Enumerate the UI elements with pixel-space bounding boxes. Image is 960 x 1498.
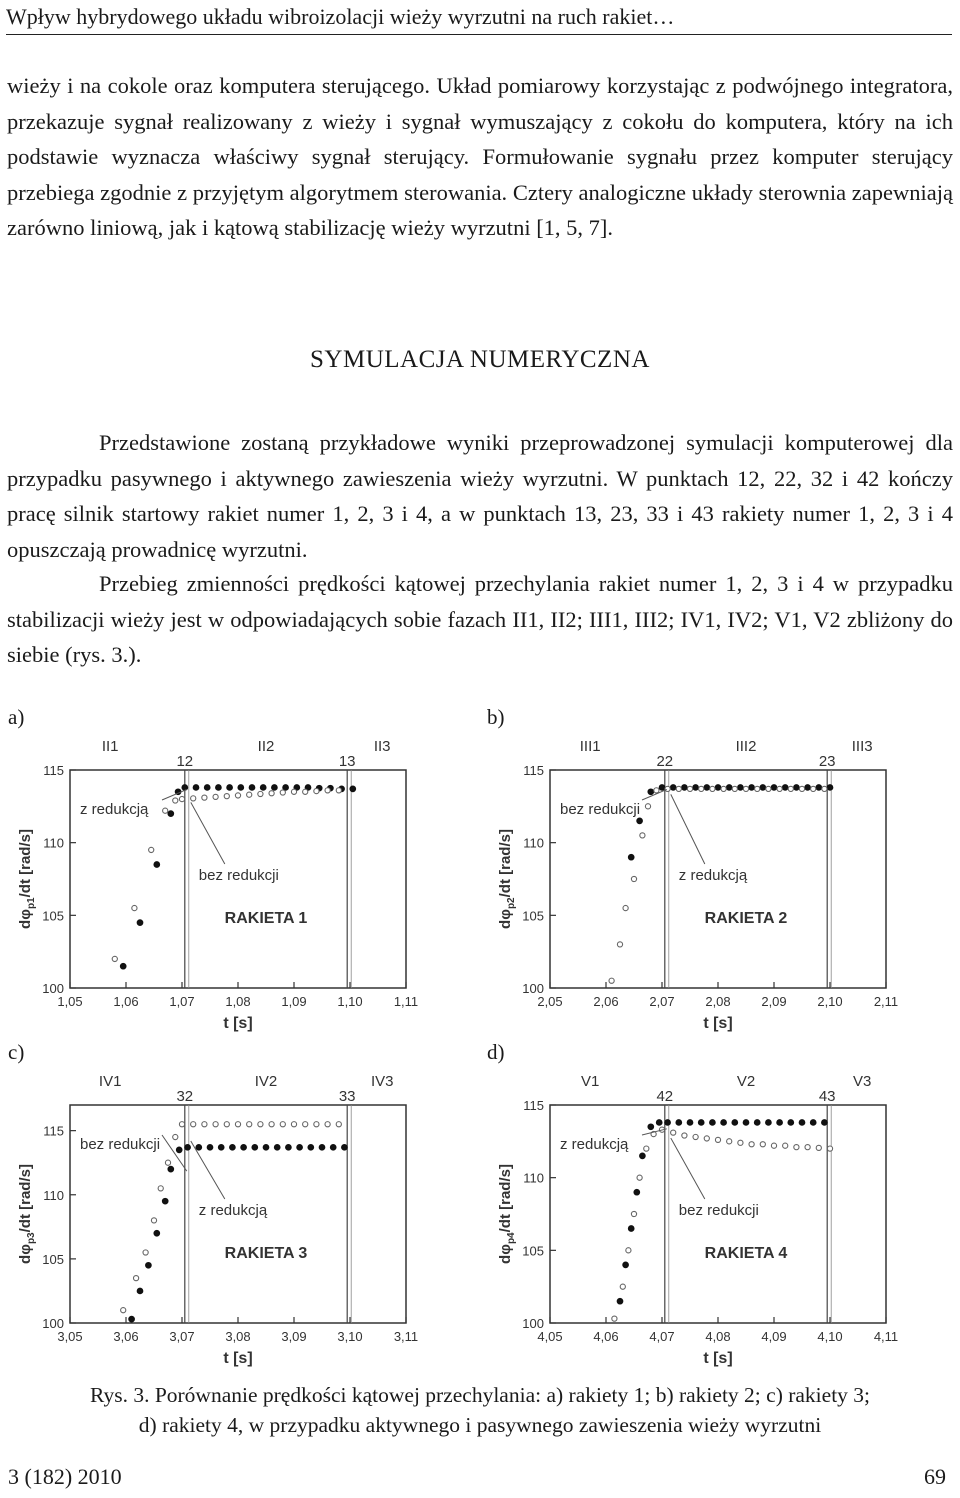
x-axis-label: t [s] <box>703 1350 733 1367</box>
data-point-z-redukcja <box>207 1145 213 1151</box>
phase-label: II2 <box>257 738 275 755</box>
figure-caption-line-2: d) rakiety 4, w przypadku aktywnego i pasywnego zawieszenia wieży wyrzutni <box>138 1413 822 1437</box>
data-point-bez-redukcji <box>280 790 285 795</box>
x-tick-label: 1,09 <box>281 994 307 1009</box>
data-point-bez-redukcji <box>151 1218 156 1223</box>
data-point-bez-redukcji <box>682 1133 687 1138</box>
panel-label-c: c) <box>8 1040 25 1064</box>
data-point-bez-redukcji <box>640 833 645 838</box>
chart-svg-c <box>0 1060 470 1380</box>
y-tick-label: 110 <box>43 1187 64 1203</box>
y-tick-label: 115 <box>43 1123 64 1139</box>
x-tick-label: 2,10 <box>817 994 843 1009</box>
data-point-bez-redukcji <box>617 942 622 947</box>
footer-page-number: 69 <box>924 1464 946 1489</box>
data-point-bez-redukcji <box>710 786 715 791</box>
data-point-bez-redukcji <box>133 1276 138 1281</box>
data-point-z-redukcja <box>238 785 244 791</box>
x-tick-label: 3,09 <box>281 1329 307 1344</box>
data-point-bez-redukcji <box>149 847 154 852</box>
data-point-bez-redukcji <box>213 794 218 799</box>
x-tick-label: 3,06 <box>113 1329 139 1344</box>
x-tick-label: 1,11 <box>393 994 419 1009</box>
x-tick-label: 3,05 <box>57 1329 83 1344</box>
data-point-bez-redukcji <box>325 1122 330 1127</box>
data-point-bez-redukcji <box>794 1145 799 1150</box>
phase-label: V1 <box>581 1073 600 1090</box>
data-point-z-redukcja <box>693 785 699 791</box>
data-point-z-redukcja <box>227 785 233 791</box>
data-point-z-redukcja <box>308 1145 314 1151</box>
data-point-z-redukcja <box>319 1145 325 1151</box>
data-point-bez-redukcji <box>163 808 168 813</box>
x-axis-label: t [s] <box>703 1015 733 1032</box>
chart-rakieta-3 <box>0 1060 470 1380</box>
data-point-z-redukcja <box>749 785 755 791</box>
y-axis-label-main: dφ <box>497 909 514 929</box>
data-point-z-redukcja <box>283 785 289 791</box>
data-point-bez-redukcji <box>179 1122 184 1127</box>
data-point-bez-redukcji <box>623 905 628 910</box>
y-tick-label: 100 <box>42 981 64 996</box>
data-point-z-redukcja <box>241 1145 247 1151</box>
data-point-bez-redukcji <box>258 791 263 796</box>
data-point-z-redukcja <box>704 785 710 791</box>
data-point-z-redukcja <box>810 1120 816 1126</box>
data-point-bez-redukcji <box>269 1122 274 1127</box>
phase-label: IV2 <box>254 1073 278 1090</box>
x-tick-label: 2,09 <box>761 994 787 1009</box>
y-tick-label: 110 <box>523 835 544 851</box>
data-point-z-redukcja <box>623 1262 629 1268</box>
data-point-bez-redukcji <box>654 788 659 793</box>
y-axis-label-subscript: p2 <box>506 897 517 910</box>
data-point-z-redukcja <box>687 1120 693 1126</box>
annotation-lower: bez redukcji <box>678 1202 759 1219</box>
data-point-z-redukcja <box>738 785 744 791</box>
data-point-z-redukcja <box>715 785 721 791</box>
x-tick-label: 3,07 <box>169 1329 195 1344</box>
data-point-bez-redukcji <box>704 1136 709 1141</box>
data-point-bez-redukcji <box>235 1122 240 1127</box>
y-axis-label-unit: /dt [rad/s] <box>497 829 514 898</box>
data-point-bez-redukcji <box>258 1122 263 1127</box>
data-point-bez-redukcji <box>827 1146 832 1151</box>
data-point-bez-redukcji <box>766 786 771 791</box>
annotation-lower: bez redukcji <box>198 867 279 884</box>
y-tick-label: 100 <box>522 1316 544 1331</box>
phase-label: II1 <box>101 738 119 755</box>
y-tick-label: 115 <box>523 1098 544 1113</box>
data-point-z-redukcja <box>721 1120 727 1126</box>
data-point-bez-redukcji <box>631 876 636 881</box>
x-tick-label: 3,10 <box>337 1329 363 1344</box>
x-tick-label: 2,07 <box>649 994 675 1009</box>
y-axis-label-unit: /dt [rad/s] <box>17 1164 34 1233</box>
x-tick-label: 2,08 <box>705 994 731 1009</box>
data-point-bez-redukcji <box>777 786 782 791</box>
data-point-z-redukcja <box>350 786 356 792</box>
annotation-upper: z redukcją <box>80 801 149 818</box>
y-axis-label-main: dφ <box>17 909 34 929</box>
data-point-bez-redukcji <box>291 789 296 794</box>
data-point-z-redukcja <box>648 1124 654 1130</box>
data-point-bez-redukcji <box>325 788 330 793</box>
data-point-z-redukcja <box>766 1120 772 1126</box>
data-point-bez-redukcji <box>822 786 827 791</box>
data-point-z-redukcja <box>230 1145 236 1151</box>
data-point-bez-redukcji <box>143 1250 148 1255</box>
data-point-bez-redukcji <box>191 1122 196 1127</box>
data-point-z-redukcja <box>154 862 160 868</box>
rocket-label: RAKIETA 3 <box>224 1245 308 1262</box>
data-point-z-redukcja <box>676 1120 682 1126</box>
data-point-bez-redukcji <box>760 1142 765 1147</box>
data-point-z-redukcja <box>216 785 222 791</box>
data-point-z-redukcja <box>330 1145 336 1151</box>
data-point-z-redukcja <box>274 1145 280 1151</box>
data-point-z-redukcja <box>168 811 174 817</box>
x-tick-label: 4,11 <box>873 1329 899 1344</box>
y-axis-label-main: dφ <box>497 1244 514 1264</box>
data-point-z-redukcja <box>777 1120 783 1126</box>
data-point-z-redukcja <box>788 1120 794 1126</box>
x-axis-label: t [s] <box>223 1350 253 1367</box>
y-tick-label: 105 <box>42 908 64 924</box>
chart-rakieta-1 <box>0 725 470 1045</box>
data-point-bez-redukcji <box>749 1142 754 1147</box>
data-point-z-redukcja <box>656 1120 662 1126</box>
data-point-z-redukcja <box>154 1230 160 1236</box>
data-point-z-redukcja <box>726 785 732 791</box>
annotation-upper: z redukcją <box>560 1136 629 1153</box>
event-point-label: 22 <box>656 753 674 770</box>
y-axis-label <box>17 829 37 929</box>
x-tick-label: 4,09 <box>761 1329 787 1344</box>
y-tick-label: 115 <box>43 763 64 778</box>
data-point-z-redukcja <box>710 1120 716 1126</box>
data-point-bez-redukcji <box>158 1186 163 1191</box>
x-tick-label: 1,08 <box>225 994 251 1009</box>
data-point-z-redukcja <box>665 1120 671 1126</box>
data-point-bez-redukcji <box>202 1122 207 1127</box>
data-point-z-redukcja <box>670 785 676 791</box>
data-point-bez-redukcji <box>314 1122 319 1127</box>
rocket-label: RAKIETA 1 <box>224 910 308 927</box>
data-point-bez-redukcji <box>644 1146 649 1151</box>
data-point-bez-redukcji <box>732 786 737 791</box>
data-point-z-redukcja <box>263 1145 269 1151</box>
phase-label: III3 <box>851 738 873 755</box>
data-point-bez-redukcji <box>173 798 178 803</box>
data-point-bez-redukcji <box>788 786 793 791</box>
x-tick-label: 1,10 <box>337 994 363 1009</box>
data-point-bez-redukcji <box>637 1175 642 1180</box>
data-point-z-redukcja <box>799 1120 805 1126</box>
data-point-bez-redukcji <box>665 786 670 791</box>
y-tick-label: 110 <box>523 1170 544 1186</box>
x-tick-label: 2,05 <box>537 994 563 1009</box>
event-point-label: 23 <box>818 753 836 770</box>
data-point-bez-redukcji <box>816 1145 821 1150</box>
data-point-bez-redukcji <box>805 1145 810 1150</box>
data-point-z-redukcja <box>617 1298 623 1304</box>
y-tick-label: 105 <box>522 908 544 924</box>
phase-label: II3 <box>373 738 391 755</box>
paragraph-phase-comparison: Przebieg zmienności prędkości kątowej przechylania rakiet numer 1, 2, 3 i 4 w przypadku stabilizacji wieży jest w odpowiadających sobie fazach II1, II2; III1, III2; IV1, IV2; V1, V2 zbliżony do siebie (rys. 3.). <box>7 571 953 667</box>
data-point-z-redukcja <box>743 1120 749 1126</box>
data-point-bez-redukcji <box>645 804 650 809</box>
data-point-z-redukcja <box>342 1145 348 1151</box>
data-point-bez-redukcji <box>799 786 804 791</box>
data-point-z-redukcja <box>129 1316 135 1322</box>
data-point-bez-redukcji <box>626 1248 631 1253</box>
event-point-label: 12 <box>176 753 194 770</box>
data-point-z-redukcja <box>196 1145 202 1151</box>
x-tick-label: 4,07 <box>649 1329 675 1344</box>
y-axis-label <box>497 1164 517 1264</box>
data-point-bez-redukcji <box>247 792 252 797</box>
data-point-bez-redukcji <box>247 1122 252 1127</box>
data-point-bez-redukcji <box>314 788 319 793</box>
data-point-bez-redukcji <box>620 1284 625 1289</box>
y-tick-label: 100 <box>522 981 544 996</box>
data-point-z-redukcja <box>634 1189 640 1195</box>
data-point-bez-redukcji <box>202 795 207 800</box>
data-point-bez-redukcji <box>224 794 229 799</box>
data-point-z-redukcja <box>120 963 126 969</box>
y-tick-label: 110 <box>43 835 64 851</box>
phase-label: III2 <box>735 738 757 755</box>
x-axis-label: t [s] <box>223 1015 253 1032</box>
event-point-label: 13 <box>338 753 356 770</box>
data-point-bez-redukcji <box>303 789 308 794</box>
y-tick-label: 105 <box>42 1251 64 1267</box>
data-point-bez-redukcji <box>671 1130 676 1135</box>
phase-label: III1 <box>579 738 601 755</box>
annotation-lower: z redukcją <box>678 867 748 884</box>
x-tick-label: 3,11 <box>393 1329 419 1344</box>
data-point-z-redukcja <box>137 1288 143 1294</box>
phase-label: IV3 <box>370 1073 394 1090</box>
data-point-bez-redukcji <box>631 1211 636 1216</box>
x-tick-label: 1,06 <box>113 994 139 1009</box>
data-point-z-redukcja <box>137 920 143 926</box>
data-point-bez-redukcji <box>213 1122 218 1127</box>
data-point-bez-redukcji <box>727 1139 732 1144</box>
data-point-bez-redukcji <box>235 793 240 798</box>
x-tick-label: 3,08 <box>225 1329 251 1344</box>
data-point-bez-redukcji <box>715 1137 720 1142</box>
y-axis-label-unit: /dt [rad/s] <box>17 829 34 898</box>
data-point-z-redukcja <box>816 785 822 791</box>
data-point-bez-redukcji <box>811 786 816 791</box>
data-point-bez-redukcji <box>269 791 274 796</box>
data-point-bez-redukcji <box>721 786 726 791</box>
data-point-z-redukcja <box>760 785 766 791</box>
y-axis-label <box>17 1164 37 1264</box>
figure-caption-line-1: Rys. 3. Porównanie prędkości kątowej przechylania: a) rakiety 1; b) rakiety 2; c) rakiety 3; <box>89 1383 871 1407</box>
footer-issue: 3 (182) 2010 <box>8 1464 122 1489</box>
phase-label: IV1 <box>98 1073 122 1090</box>
data-point-z-redukcja <box>297 1145 303 1151</box>
y-tick-label: 105 <box>522 1243 544 1259</box>
x-tick-label: 2,06 <box>593 994 619 1009</box>
data-point-z-redukcja <box>218 1145 224 1151</box>
data-point-bez-redukcji <box>676 786 681 791</box>
panel-label-d: d) <box>487 1040 505 1064</box>
y-axis-label-subscript: p1 <box>26 897 37 910</box>
data-point-z-redukcja <box>640 1153 646 1159</box>
y-axis-label-subscript: p4 <box>506 1232 517 1245</box>
y-axis-label <box>497 829 517 929</box>
data-point-z-redukcja <box>146 1262 152 1268</box>
x-tick-label: 4,05 <box>537 1329 563 1344</box>
x-tick-label: 4,10 <box>817 1329 843 1344</box>
data-point-bez-redukcji <box>280 1122 285 1127</box>
data-point-bez-redukcji <box>303 1122 308 1127</box>
data-point-bez-redukcji <box>699 786 704 791</box>
phase-label: V3 <box>853 1073 872 1090</box>
data-point-z-redukcja <box>628 1226 634 1232</box>
data-point-z-redukcja <box>648 789 654 795</box>
data-point-z-redukcja <box>168 1166 174 1172</box>
x-tick-label: 4,06 <box>593 1329 619 1344</box>
data-point-bez-redukcji <box>738 1140 743 1145</box>
paragraph-measurement-system: wieży i na cokole oraz komputera sterującego. Układ pomiarowy korzystając z podwójnego integratora, przekazuje sygnał realizowany z wieży i sygnał wymuszający z cokołu do komputera, który na ich podstawie wyznacza właściwy sygnał sterujący. Formułowanie sygnału przez komputer sterujący przebiega zgodnie z przyjętym algorytmem sterowania. Cztery analogiczne układy sterownia zapewniają zarówno liniową, jak i kątową stabilizację wieży wyrzutni [1, 5, 7]. <box>7 73 953 240</box>
annotation-upper: bez redukcji <box>560 801 641 818</box>
data-point-z-redukcja <box>698 1120 704 1126</box>
data-point-z-redukcja <box>659 785 665 791</box>
annotation-lower: z redukcją <box>198 1202 268 1219</box>
chart-rakieta-2 <box>480 725 950 1045</box>
data-point-bez-redukcji <box>165 1160 170 1165</box>
data-point-z-redukcja <box>272 785 278 791</box>
data-point-z-redukcja <box>193 785 199 791</box>
data-point-bez-redukcji <box>224 1122 229 1127</box>
data-point-bez-redukcji <box>743 786 748 791</box>
data-point-bez-redukcji <box>112 956 117 961</box>
data-point-bez-redukcji <box>687 786 692 791</box>
data-point-z-redukcja <box>827 785 833 791</box>
data-point-z-redukcja <box>249 785 255 791</box>
data-point-bez-redukcji <box>755 786 760 791</box>
x-tick-label: 4,08 <box>705 1329 731 1344</box>
chart-svg-d <box>480 1060 950 1380</box>
panel-label-b: b) <box>487 705 505 729</box>
data-point-z-redukcja <box>286 1145 292 1151</box>
data-point-z-redukcja <box>260 785 266 791</box>
data-point-bez-redukcji <box>336 788 341 793</box>
phase-label: V2 <box>736 1073 756 1090</box>
data-point-bez-redukcji <box>132 905 137 910</box>
event-point-label: 42 <box>656 1088 674 1105</box>
y-tick-label: 100 <box>42 1316 64 1331</box>
rocket-label: RAKIETA 2 <box>704 910 788 927</box>
running-header: Wpływ hybrydowego układu wibroizolacji wieży wyrzutni na ruch rakiet… <box>6 2 952 35</box>
data-point-bez-redukcji <box>783 1143 788 1148</box>
y-axis-label-subscript: p3 <box>26 1232 37 1245</box>
x-tick-label: 2,11 <box>873 994 899 1009</box>
data-point-z-redukcja <box>782 785 788 791</box>
data-point-bez-redukcji <box>612 1316 617 1321</box>
data-point-bez-redukcji <box>693 1134 698 1139</box>
data-point-z-redukcja <box>732 1120 738 1126</box>
y-tick-label: 115 <box>523 763 544 778</box>
rocket-label: RAKIETA 4 <box>704 1245 788 1262</box>
data-point-bez-redukcji <box>179 796 184 801</box>
event-point-label: 43 <box>818 1088 836 1105</box>
data-point-bez-redukcji <box>291 1122 296 1127</box>
data-point-bez-redukcji <box>609 978 614 983</box>
y-axis-label-main: dφ <box>17 1244 34 1264</box>
data-point-bez-redukcji <box>173 1134 178 1139</box>
data-point-z-redukcja <box>162 1198 168 1204</box>
data-point-bez-redukcji <box>121 1308 126 1313</box>
data-point-z-redukcja <box>204 785 210 791</box>
annotation-upper: bez redukcji <box>80 1136 161 1153</box>
paragraph-simulation-intro: Przedstawione zostaną przykładowe wyniki przeprowadzonej symulacji komputerowej dla przypadku pasywnego i aktywnego zawieszenia wieży wyrzutni. W punktach 12, 22, 32 i 42 kończy pracę silnik startowy rakiet numer 1, 2, 3 i 4, a w punktach 13, 23, 33 i 43 rakiety numer 1, 2, 3 i 4 opuszczają prowadnicę wyrzutni. <box>7 430 953 562</box>
panel-label-a: a) <box>8 705 25 729</box>
event-point-label: 33 <box>338 1088 356 1105</box>
data-point-z-redukcja <box>794 785 800 791</box>
x-tick-label: 1,05 <box>57 994 83 1009</box>
data-point-bez-redukcji <box>336 1122 341 1127</box>
data-point-z-redukcja <box>185 1145 191 1151</box>
section-heading: SYMULACJA NUMERYCZNA <box>310 346 650 373</box>
chart-svg-b <box>480 725 950 1045</box>
data-point-bez-redukcji <box>191 796 196 801</box>
x-tick-label: 1,07 <box>169 994 195 1009</box>
data-point-z-redukcja <box>628 854 634 860</box>
data-point-z-redukcja <box>682 785 688 791</box>
data-point-z-redukcja <box>771 785 777 791</box>
data-point-z-redukcja <box>822 1120 828 1126</box>
chart-svg-a <box>0 725 470 1045</box>
data-point-z-redukcja <box>754 1120 760 1126</box>
y-axis-label-unit: /dt [rad/s] <box>497 1164 514 1233</box>
data-point-z-redukcja <box>805 785 811 791</box>
data-point-z-redukcja <box>176 1147 182 1153</box>
data-point-z-redukcja <box>252 1145 258 1151</box>
event-point-label: 32 <box>176 1088 194 1105</box>
data-point-bez-redukcji <box>771 1143 776 1148</box>
data-point-z-redukcja <box>637 818 643 824</box>
chart-rakieta-4 <box>480 1060 950 1380</box>
